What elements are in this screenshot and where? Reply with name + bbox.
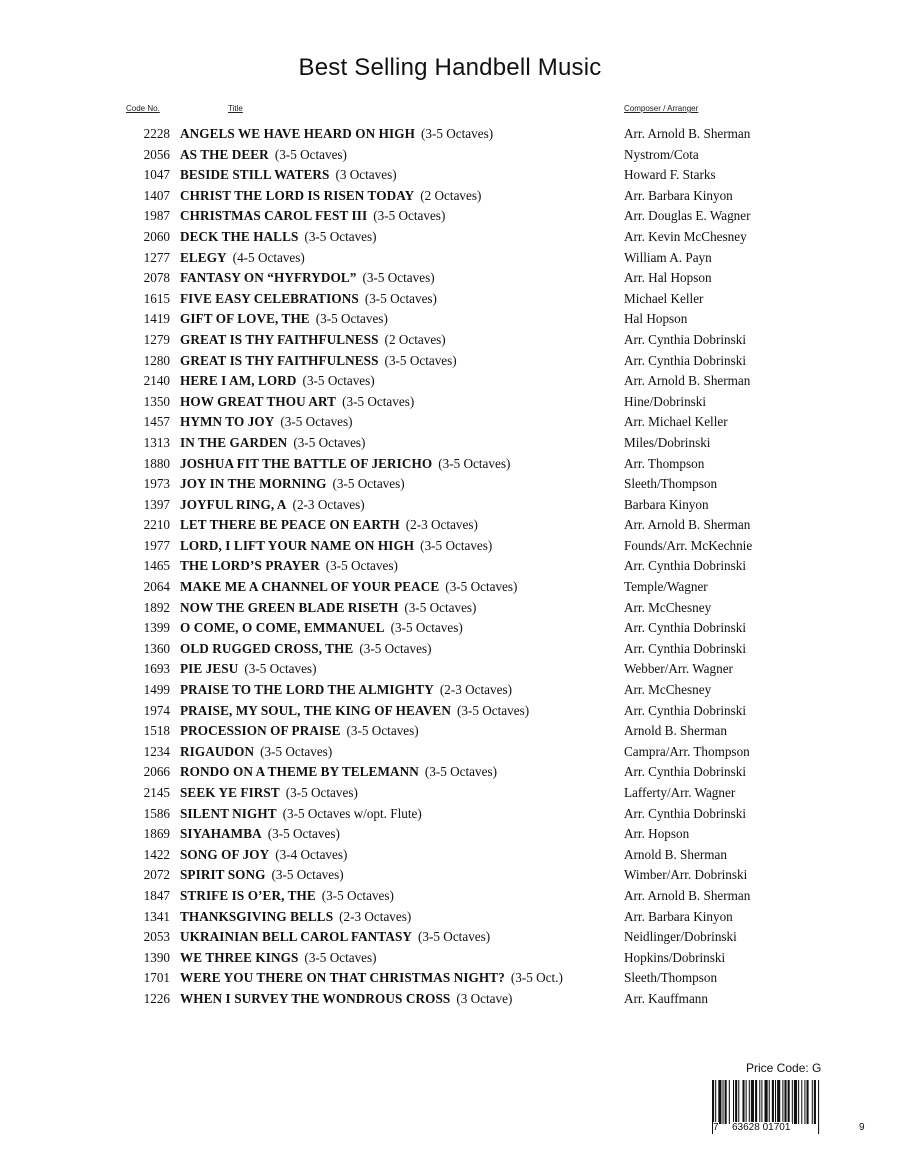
- item-name: HERE I AM, LORD: [180, 373, 297, 389]
- item-octaves: (3-5 Octaves): [418, 929, 491, 945]
- item-code: 2056: [143, 146, 170, 162]
- item-octaves: (4-5 Octaves): [232, 249, 305, 265]
- item-composer: Founds/Arr. McKechnie: [624, 537, 753, 553]
- item-name: JOSHUA FIT THE BATTLE OF JERICHO: [180, 455, 433, 471]
- item-composer: Hopkins/Dobrinski: [624, 949, 726, 965]
- item-title: [180, 742, 332, 763]
- barcode-first-digit: 7: [713, 1122, 719, 1133]
- item-code: 1880: [143, 455, 170, 471]
- list-item: [0, 227, 900, 248]
- item-name: ELEGY: [180, 249, 227, 265]
- item-octaves: (3-5 Octaves): [274, 146, 347, 162]
- list-item: [0, 680, 900, 701]
- item-code: 1399: [143, 620, 170, 636]
- item-name: CHRIST THE LORD IS RISEN TODAY: [180, 187, 415, 203]
- item-code: 1499: [143, 682, 170, 698]
- item-name: PRAISE TO THE LORD THE ALMIGHTY: [180, 682, 434, 698]
- item-octaves: (3-5 Octaves): [321, 887, 394, 903]
- list-item: [0, 495, 900, 516]
- item-title: [180, 145, 347, 166]
- item-name: WHEN I SURVEY THE WONDROUS CROSS: [180, 990, 451, 1006]
- item-composer: Arr. Michael Keller: [624, 414, 728, 430]
- item-code: 2228: [143, 126, 170, 141]
- item-octaves: (3-5 Octaves): [315, 311, 388, 327]
- item-code: 1693: [143, 661, 170, 677]
- item-octaves: (3-5 Octaves): [304, 228, 377, 244]
- item-name: NOW THE GREEN BLADE RISETH: [180, 599, 399, 615]
- list-item: [0, 721, 900, 742]
- page-title: Best Selling Handbell Music: [298, 54, 602, 81]
- item-code: 1313: [143, 434, 170, 450]
- list-item: [0, 165, 900, 186]
- item-name: PRAISE, MY SOUL, THE KING OF HEAVEN: [180, 702, 451, 718]
- item-composer: Arr. Barbara Kinyon: [624, 908, 733, 924]
- item-title: [180, 330, 446, 351]
- item-composer: Temple/Wagner: [624, 579, 708, 595]
- item-code: 1987: [143, 208, 170, 224]
- item-title: [180, 227, 377, 248]
- item-composer: Michael Keller: [624, 290, 704, 306]
- item-composer: Sleeth/Thompson: [624, 970, 718, 986]
- item-composer: Arnold B. Sherman: [624, 846, 727, 862]
- item-octaves: (3-5 Octaves): [445, 579, 518, 595]
- item-name: AS THE DEER: [180, 146, 269, 162]
- item-code: 2078: [143, 270, 170, 286]
- item-title: [180, 351, 457, 372]
- item-composer: Miles/Dobrinski: [624, 434, 711, 450]
- item-code: 2066: [143, 764, 170, 780]
- item-code: 1390: [143, 949, 170, 965]
- item-octaves: (3-5 Octaves): [293, 434, 366, 450]
- item-title: [180, 865, 344, 886]
- item-code: 1586: [143, 805, 170, 821]
- item-name: FANTASY ON “HYFRYDOL”: [180, 270, 357, 286]
- item-code: 2053: [143, 929, 170, 945]
- item-octaves: (3-5 Octaves): [362, 270, 435, 286]
- item-name: CHRISTMAS CAROL FEST III: [180, 208, 368, 224]
- item-code: 1457: [143, 414, 170, 430]
- list-item: [0, 330, 900, 351]
- item-composer: Arr. Hopson: [624, 826, 690, 842]
- list-item: [0, 968, 900, 989]
- list-item: [0, 371, 900, 392]
- list-item: [0, 927, 900, 948]
- item-name: STRIFE IS O’ER, THE: [180, 887, 316, 903]
- item-title: [180, 721, 419, 742]
- item-code: 1277: [143, 249, 170, 265]
- list-item: [0, 804, 900, 825]
- item-composer: Arr. Arnold B. Sherman: [624, 126, 751, 141]
- list-item: [0, 309, 900, 330]
- item-code: 1234: [143, 743, 170, 759]
- item-code: 1419: [143, 311, 170, 327]
- item-composer: Arr. Kevin McChesney: [624, 228, 747, 244]
- header-title: Title: [228, 104, 243, 113]
- item-code: 1615: [143, 290, 170, 306]
- item-title: [180, 289, 437, 310]
- item-octaves: (3-5 Octaves): [346, 723, 419, 739]
- item-title: [180, 783, 358, 804]
- item-name: PIE JESU: [180, 661, 239, 677]
- list-item: [0, 433, 900, 454]
- item-composer: Nystrom/Cota: [624, 146, 699, 162]
- barcode-last-digit: 9: [859, 1122, 865, 1133]
- list-item: [0, 268, 900, 289]
- list-item: [0, 577, 900, 598]
- item-composer: Arr. Cynthia Dobrinski: [624, 702, 746, 718]
- item-code: 1279: [143, 331, 170, 347]
- item-octaves: (3-5 Octaves): [456, 702, 530, 718]
- list-item: [0, 824, 900, 845]
- item-composer: Arr. McChesney: [624, 599, 712, 615]
- list-item: [0, 598, 900, 619]
- item-code: 1974: [143, 702, 170, 718]
- item-code: 1407: [143, 187, 170, 203]
- list-item: [0, 556, 900, 577]
- item-title: [180, 618, 463, 639]
- item-code: 2210: [143, 517, 170, 533]
- item-composer: Hal Hopson: [624, 311, 688, 327]
- item-octaves: (3-5 Octaves): [420, 126, 494, 141]
- item-octaves: (3-5 Octaves): [271, 867, 344, 883]
- item-name: GREAT IS THY FAITHFULNESS: [180, 352, 379, 368]
- item-octaves: (2-3 Octaves): [439, 682, 512, 698]
- item-code: 1847: [143, 887, 170, 903]
- list-item: [0, 886, 900, 907]
- item-composer: Sleeth/Thompson: [624, 476, 718, 492]
- item-composer: Arr. Barbara Kinyon: [624, 187, 733, 203]
- item-name: FIVE EASY CELEBRATIONS: [180, 290, 359, 306]
- item-octaves: (3-5 Octaves): [364, 290, 437, 306]
- item-octaves: (3-5 Octaves): [267, 826, 340, 842]
- item-title: [180, 433, 365, 454]
- item-name: MAKE ME A CHANNEL OF YOUR PEACE: [180, 579, 440, 595]
- item-code: 1869: [143, 826, 170, 842]
- item-title: [180, 577, 517, 598]
- item-code: 1341: [143, 908, 170, 924]
- item-octaves: (3-5 Octaves): [304, 949, 377, 965]
- item-title: [180, 804, 422, 825]
- item-octaves: (3-5 Octaves): [280, 414, 353, 430]
- item-name: WE THREE KINGS: [180, 949, 299, 965]
- item-octaves: (3-5 Octaves): [244, 661, 317, 677]
- item-code: 1701: [143, 970, 170, 986]
- item-name: SEEK YE FIRST: [180, 785, 280, 800]
- item-composer: Arr. Arnold B. Sherman: [624, 373, 751, 389]
- item-title: [180, 639, 431, 660]
- list-item: [0, 454, 900, 475]
- item-title: [180, 454, 510, 475]
- list-item: [0, 907, 900, 928]
- item-name: LET THERE BE PEACE ON EARTH: [180, 517, 400, 533]
- item-title: [180, 598, 476, 619]
- item-composer: Lafferty/Arr. Wagner: [624, 785, 736, 800]
- item-composer: Arr. McChesney: [624, 682, 712, 698]
- item-title: [180, 515, 478, 536]
- item-composer: Arr. Douglas E. Wagner: [624, 208, 751, 224]
- item-code: 1226: [143, 990, 170, 1006]
- item-octaves: (3-5 Octaves): [260, 743, 333, 759]
- item-name: O COME, O COME, EMMANUEL: [180, 620, 385, 636]
- item-composer: Arr. Kauffmann: [624, 990, 708, 1006]
- item-name: GIFT OF LOVE, THE: [180, 311, 310, 327]
- item-octaves: (2-3 Octaves): [292, 496, 365, 512]
- item-name: SILENT NIGHT: [180, 805, 277, 821]
- item-title: [180, 309, 388, 330]
- item-name: HOW GREAT THOU ART: [180, 393, 337, 409]
- item-composer: Arr. Cynthia Dobrinski: [624, 764, 746, 780]
- item-name: JOYFUL RING, A: [180, 496, 287, 512]
- list-item: [0, 145, 900, 166]
- item-octaves: (2-3 Octaves): [405, 517, 478, 533]
- header-code: Code No.: [126, 104, 160, 113]
- item-octaves: (3-5 Octaves): [404, 599, 477, 615]
- list-item: [0, 865, 900, 886]
- item-composer: Arnold B. Sherman: [624, 723, 727, 739]
- item-composer: Arr. Arnold B. Sherman: [624, 887, 751, 903]
- item-name: RONDO ON A THEME BY TELEMANN: [180, 764, 419, 780]
- item-code: 1977: [143, 537, 170, 553]
- item-composer: Webber/Arr. Wagner: [624, 661, 733, 677]
- item-composer: Hine/Dobrinski: [624, 393, 707, 409]
- item-composer: William A. Payn: [624, 249, 712, 265]
- item-composer: Arr. Cynthia Dobrinski: [624, 640, 746, 656]
- item-title: [180, 206, 445, 227]
- item-octaves: (3-5 Octaves): [438, 455, 511, 471]
- item-composer: Arr. Hal Hopson: [624, 270, 712, 286]
- item-octaves: (3-5 Octaves): [390, 620, 463, 636]
- item-code: 1350: [143, 393, 170, 409]
- item-title: [180, 824, 340, 845]
- item-title: [180, 124, 493, 145]
- item-octaves: (3-5 Oct.): [510, 970, 563, 986]
- item-title: [180, 845, 347, 866]
- item-title: [180, 907, 411, 928]
- item-octaves: (3-5 Octaves): [384, 352, 457, 368]
- item-code: 2072: [143, 867, 170, 883]
- list-item: [0, 351, 900, 372]
- item-octaves: (3-5 Octaves): [359, 640, 432, 656]
- item-name: SPIRIT SONG: [180, 867, 266, 883]
- item-octaves: (3-5 Octaves): [332, 476, 405, 492]
- item-name: OLD RUGGED CROSS, THE: [180, 640, 354, 656]
- item-code: 1465: [143, 558, 170, 574]
- item-composer: Arr. Thompson: [624, 455, 705, 471]
- item-code: 2064: [143, 579, 170, 595]
- item-composer: Arr. Cynthia Dobrinski: [624, 352, 746, 368]
- item-octaves: (3-5 Octaves): [424, 764, 498, 780]
- item-octaves: (3-4 Octaves): [275, 846, 348, 862]
- item-composer: Neidlinger/Dobrinski: [624, 929, 737, 945]
- item-name: THE LORD’S PRAYER: [180, 558, 320, 574]
- item-title: [180, 948, 377, 969]
- item-title: [180, 680, 512, 701]
- list-item: [0, 412, 900, 433]
- item-title: [180, 392, 414, 413]
- item-name: PROCESSION OF PRAISE: [180, 723, 341, 739]
- item-title: [180, 474, 405, 495]
- item-code: 2060: [143, 228, 170, 244]
- list-item: [0, 474, 900, 495]
- item-title: [180, 886, 394, 907]
- list-item: [0, 618, 900, 639]
- item-code: 1518: [143, 723, 170, 739]
- item-octaves: (2 Octaves): [384, 331, 446, 347]
- item-name: IN THE GARDEN: [180, 434, 288, 450]
- item-name: BESIDE STILL WATERS: [180, 167, 330, 183]
- item-composer: Arr. Cynthia Dobrinski: [624, 805, 746, 821]
- item-code: 2140: [143, 373, 170, 389]
- item-name: SONG OF JOY: [180, 846, 270, 862]
- item-composer: Arr. Cynthia Dobrinski: [624, 558, 746, 574]
- item-title: [180, 968, 563, 989]
- list-item: [0, 536, 900, 557]
- list-item: [0, 515, 900, 536]
- item-title: [180, 165, 397, 186]
- item-title: [180, 248, 305, 269]
- item-octaves: (3-5 Octaves): [302, 373, 375, 389]
- item-title: [180, 371, 375, 392]
- list-item: [0, 701, 900, 722]
- header-composer: Composer / Arranger: [624, 104, 699, 113]
- item-name: SIYAHAMBA: [180, 826, 262, 842]
- list-item: [0, 639, 900, 660]
- item-name: LORD, I LIFT YOUR NAME ON HIGH: [180, 537, 415, 553]
- item-octaves: (3-5 Octaves): [373, 208, 446, 224]
- item-name: THANKSGIVING BELLS: [180, 908, 334, 924]
- item-composer: Howard F. Starks: [624, 167, 716, 183]
- item-octaves: (3-5 Octaves): [420, 537, 493, 553]
- item-code: 1047: [143, 167, 170, 183]
- item-title: [180, 762, 497, 783]
- item-code: 1360: [143, 640, 170, 656]
- item-title: [180, 495, 365, 516]
- item-title: [180, 412, 353, 433]
- list-item: [0, 392, 900, 413]
- list-item: [0, 206, 900, 227]
- item-octaves: (3-5 Octaves): [342, 393, 415, 409]
- list-item: [0, 742, 900, 763]
- music-list: [0, 124, 900, 1010]
- item-name: JOY IN THE MORNING: [180, 476, 327, 492]
- item-composer: Campra/Arr. Thompson: [624, 743, 750, 759]
- list-item: [0, 845, 900, 866]
- item-code: 1280: [143, 352, 170, 368]
- item-name: GREAT IS THY FAITHFULNESS: [180, 331, 379, 347]
- item-octaves: (2 Octaves): [420, 187, 482, 203]
- item-octaves: (3 Octaves): [335, 167, 397, 183]
- item-name: RIGAUDON: [180, 743, 255, 759]
- item-code: 2145: [143, 785, 170, 800]
- list-item: [0, 248, 900, 269]
- item-code: 1892: [143, 599, 170, 615]
- barcode-digits: 63628 01701: [732, 1122, 791, 1133]
- list-item: [0, 762, 900, 783]
- list-item: [0, 659, 900, 680]
- item-title: [180, 268, 435, 289]
- item-code: 1397: [143, 496, 170, 512]
- list-item: [0, 948, 900, 969]
- item-title: [180, 927, 490, 948]
- list-item: [0, 989, 900, 1010]
- price-code: Price Code: G: [746, 1061, 822, 1075]
- item-octaves: (3-5 Octaves): [325, 558, 398, 574]
- item-name: WERE YOU THERE ON THAT CHRISTMAS NIGHT?: [180, 970, 505, 986]
- item-title: [180, 186, 481, 207]
- item-octaves: (3-5 Octaves): [285, 785, 358, 800]
- item-composer: Arr. Arnold B. Sherman: [624, 517, 751, 533]
- item-title: [180, 701, 529, 722]
- item-composer: Arr. Cynthia Dobrinski: [624, 620, 746, 636]
- item-title: [180, 556, 398, 577]
- item-title: [180, 536, 492, 557]
- list-item: [0, 783, 900, 804]
- item-octaves: (3 Octave): [456, 990, 513, 1006]
- item-title: [180, 989, 512, 1010]
- list-item: [0, 124, 900, 145]
- item-octaves: (3-5 Octaves w/opt. Flute): [282, 805, 422, 821]
- item-name: HYMN TO JOY: [180, 414, 275, 430]
- item-composer: Arr. Cynthia Dobrinski: [624, 331, 746, 347]
- list-item: [0, 289, 900, 310]
- item-name: UKRAINIAN BELL CAROL FANTASY: [180, 929, 413, 945]
- item-title: [180, 659, 316, 680]
- item-composer: Barbara Kinyon: [624, 496, 709, 512]
- item-name: ANGELS WE HAVE HEARD ON HIGH: [180, 126, 415, 141]
- item-code: 1973: [143, 476, 170, 492]
- item-composer: Wimber/Arr. Dobrinski: [624, 867, 748, 883]
- item-name: DECK THE HALLS: [180, 228, 299, 244]
- item-octaves: (2-3 Octaves): [339, 908, 412, 924]
- list-item: [0, 186, 900, 207]
- item-code: 1422: [143, 846, 170, 862]
